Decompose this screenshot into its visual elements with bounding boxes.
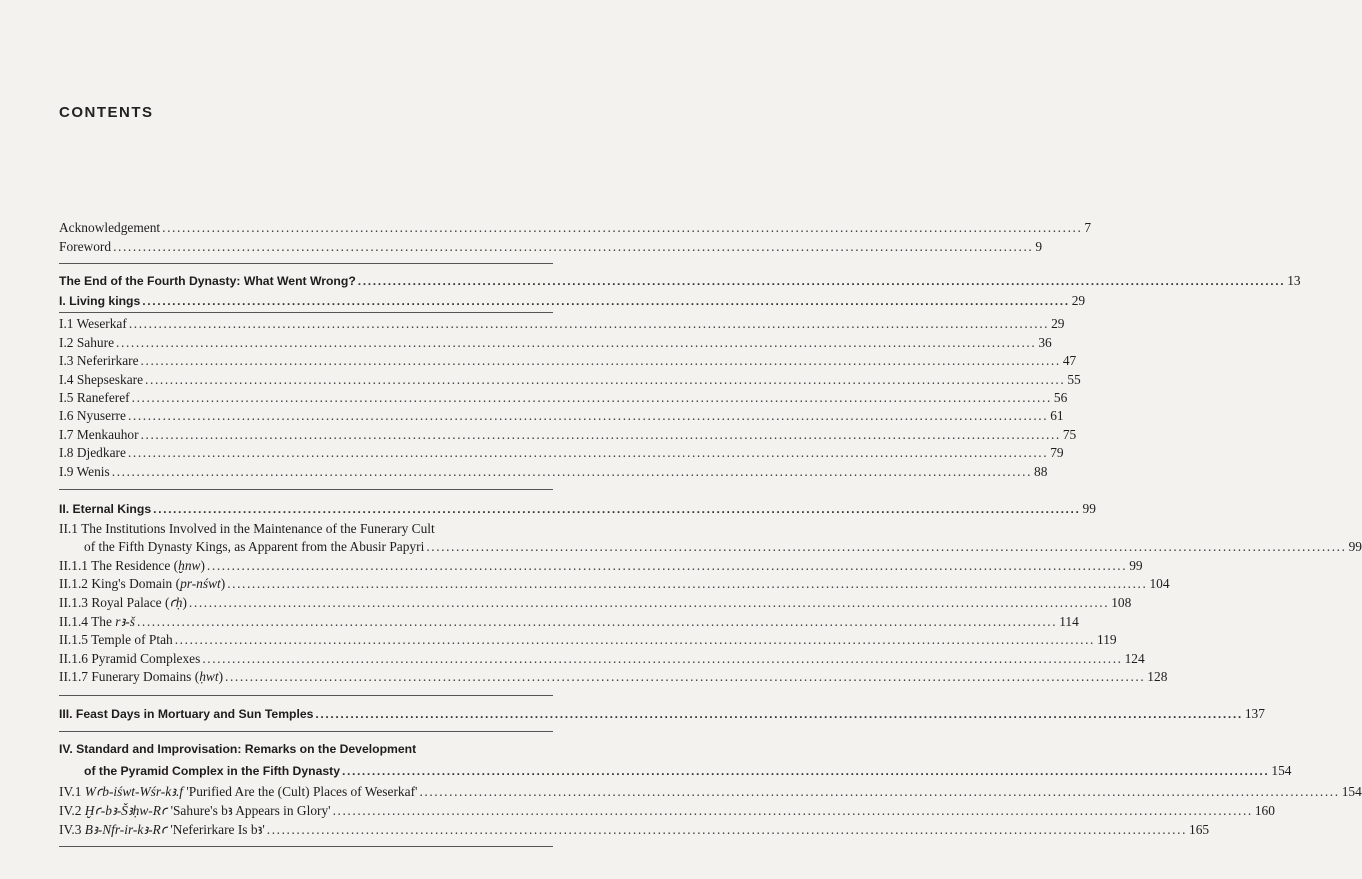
toc-entry-page: 119	[1097, 632, 1117, 647]
leader-dots	[153, 500, 1080, 518]
leader-dots	[202, 650, 1122, 668]
toc-entry-page: 7	[1084, 220, 1092, 235]
toc-entry-page: 29	[1071, 293, 1086, 308]
toc-entry[interactable]	[59, 821, 1210, 839]
toc-entry[interactable]	[59, 219, 1092, 237]
toc-entry-line[interactable]	[59, 740, 553, 758]
toc-entry-page: 160	[1254, 803, 1275, 818]
toc-entry-title: IV.3 Bꜣ-Nfr-ir-kꜣ-Rꜥ 'Neferirkare Is bꜣ'	[59, 822, 265, 837]
toc-entry-title: I.1 Weserkaf	[59, 316, 127, 331]
divider	[59, 312, 553, 313]
toc-entry-title: IV.2 Ḫꜥ-bꜣ-Šꜣḥw-Rꜥ 'Sahure's bꜣ Appears in Glory'	[59, 803, 331, 818]
leader-dots	[267, 821, 1187, 839]
leader-dots	[137, 613, 1057, 631]
toc-entry[interactable]	[59, 631, 1117, 649]
toc-entry-title: I.5 Raneferef	[59, 390, 130, 405]
leader-dots	[132, 389, 1052, 407]
toc-entry[interactable]	[59, 334, 1052, 352]
leader-dots	[358, 272, 1285, 290]
leader-dots	[189, 594, 1109, 612]
leader-dots	[207, 557, 1127, 575]
page-title: CONTENTS	[59, 104, 154, 121]
toc-entry-page: 36	[1038, 335, 1052, 350]
toc-entry-title: I.2 Sahure	[59, 335, 115, 350]
leader-dots	[426, 538, 1346, 556]
leader-dots	[145, 371, 1065, 389]
leader-dots	[315, 705, 1242, 723]
toc-entry[interactable]	[59, 426, 1077, 444]
toc-entry[interactable]	[59, 444, 1064, 462]
toc-entry-page: 114	[1059, 614, 1079, 629]
toc-entry-title: I.6 Nyuserre	[59, 408, 126, 423]
toc-entry-page: 75	[1062, 427, 1077, 442]
toc-entry-title: of the Fifth Dynasty Kings, as Apparent from the Abusir Papyri	[84, 539, 425, 554]
toc-entry-title: I.9 Wenis	[59, 464, 110, 479]
toc-entry-title: II.1.6 Pyramid Complexes	[59, 651, 201, 666]
toc-entry-title: Foreword	[59, 239, 112, 254]
toc-entry[interactable]	[59, 292, 1086, 310]
toc-entry-page: 99	[1082, 501, 1096, 516]
leader-dots	[142, 292, 1069, 310]
divider	[59, 846, 553, 847]
toc-entry-title: IV. Standard and Improvisation: Remarks on the Development	[59, 742, 417, 756]
toc-entry[interactable]	[59, 613, 1079, 631]
toc-entry-title: of the Pyramid Complex in the Fifth Dynasty	[84, 764, 340, 778]
toc-entry-title: II.1.5 Temple of Ptah	[59, 632, 173, 647]
leader-dots	[141, 426, 1061, 444]
toc-entry-title: III. Feast Days in Mortuary and Sun Temples	[59, 707, 314, 721]
toc-entry[interactable]	[59, 557, 1143, 575]
toc-entry-page: 79	[1050, 445, 1064, 460]
toc-entry[interactable]	[59, 352, 1077, 370]
toc-entry[interactable]	[84, 762, 1292, 780]
toc-entry-page: 56	[1053, 390, 1068, 405]
toc-entry[interactable]	[59, 705, 1265, 723]
toc-entry[interactable]	[59, 389, 1068, 407]
divider	[59, 731, 553, 732]
toc-entry-page: 61	[1050, 408, 1064, 423]
leader-dots	[113, 238, 1033, 256]
leader-dots	[141, 352, 1061, 370]
toc-entry-page: 165	[1189, 822, 1210, 837]
toc-entry[interactable]	[59, 407, 1064, 425]
toc-entry-page: 104	[1149, 576, 1170, 591]
toc-entry-title: Acknowledgement	[59, 220, 161, 235]
toc-entry-title: I. Living kings	[59, 294, 141, 308]
toc-entry-title: II.1.4 The rꜣ-š	[59, 614, 135, 629]
toc-entry-page: 137	[1244, 706, 1265, 721]
leader-dots	[128, 407, 1048, 425]
leader-dots	[129, 315, 1049, 333]
toc-entry-title: I.3 Neferirkare	[59, 353, 139, 368]
leader-dots	[175, 631, 1095, 649]
toc-entry-title: II.1 The Institutions Involved in the Maintenance of the Funerary Cult	[59, 521, 435, 536]
toc-entry-page: 47	[1062, 353, 1077, 368]
toc-entry[interactable]	[59, 575, 1170, 593]
toc-entry-title: The End of the Fourth Dynasty: What Went Wrong?	[59, 274, 356, 288]
divider	[59, 489, 553, 490]
toc-entry[interactable]	[59, 668, 1168, 686]
toc-entry-page: 124	[1124, 651, 1145, 666]
toc-entry[interactable]	[59, 272, 1301, 290]
toc-entry[interactable]	[59, 463, 1048, 481]
leader-dots	[112, 463, 1032, 481]
leader-dots	[333, 802, 1253, 820]
leader-dots	[419, 783, 1339, 801]
toc-entry-page: 99	[1129, 558, 1143, 573]
leader-dots	[128, 444, 1048, 462]
toc-entry[interactable]	[59, 650, 1145, 668]
toc-entry-page: 128	[1147, 669, 1168, 684]
toc-entry-title: II. Eternal Kings	[59, 502, 152, 516]
toc-entry-title: I.8 Djedkare	[59, 445, 126, 460]
toc-entry[interactable]	[59, 594, 1132, 612]
toc-entry[interactable]	[59, 802, 1275, 820]
toc-entry-title: II.1.7 Funerary Domains (ḥwt)	[59, 669, 224, 684]
toc-entry-title: II.1.2 King's Domain (pr-nśwt)	[59, 576, 226, 591]
toc-entry-title: IV.1 Wꜥb-iśwt-Wśr-kꜣ.f 'Purified Are the (Cult) Places of Weserkaf'	[59, 784, 418, 799]
leader-dots	[116, 334, 1036, 352]
toc-entry-page: 154	[1341, 784, 1362, 799]
divider	[59, 695, 553, 696]
toc-entry-title: II.1.1 The Residence (ḫnw)	[59, 558, 205, 573]
toc-entry[interactable]	[84, 538, 1362, 556]
toc-entry-title: II.1.3 Royal Palace (ꜥḥ)	[59, 595, 187, 610]
toc-entry-page: 88	[1034, 464, 1048, 479]
toc-entry-title: I.4 Shepseskare	[59, 372, 144, 387]
leader-dots	[342, 762, 1269, 780]
leader-dots	[227, 575, 1147, 593]
toc-entry-page: 29	[1051, 316, 1065, 331]
toc-entry[interactable]	[59, 371, 1081, 389]
toc-entry-page: 9	[1035, 239, 1043, 254]
toc-entry[interactable]	[59, 315, 1065, 333]
toc-entry-page: 55	[1067, 372, 1081, 387]
toc-entry[interactable]	[59, 238, 1043, 256]
toc-entry[interactable]	[59, 500, 1096, 518]
divider	[59, 263, 553, 264]
toc-entry-page: 99	[1348, 539, 1362, 554]
leader-dots	[225, 668, 1145, 686]
toc-entry-page: 108	[1111, 595, 1132, 610]
toc-entry-title: I.7 Menkauhor	[59, 427, 139, 442]
toc-entry-page: 13	[1287, 273, 1301, 288]
toc-entry[interactable]	[59, 783, 1362, 801]
leader-dots	[162, 219, 1082, 237]
toc-entry-page: 154	[1271, 763, 1292, 778]
toc-entry-line[interactable]	[59, 520, 553, 538]
